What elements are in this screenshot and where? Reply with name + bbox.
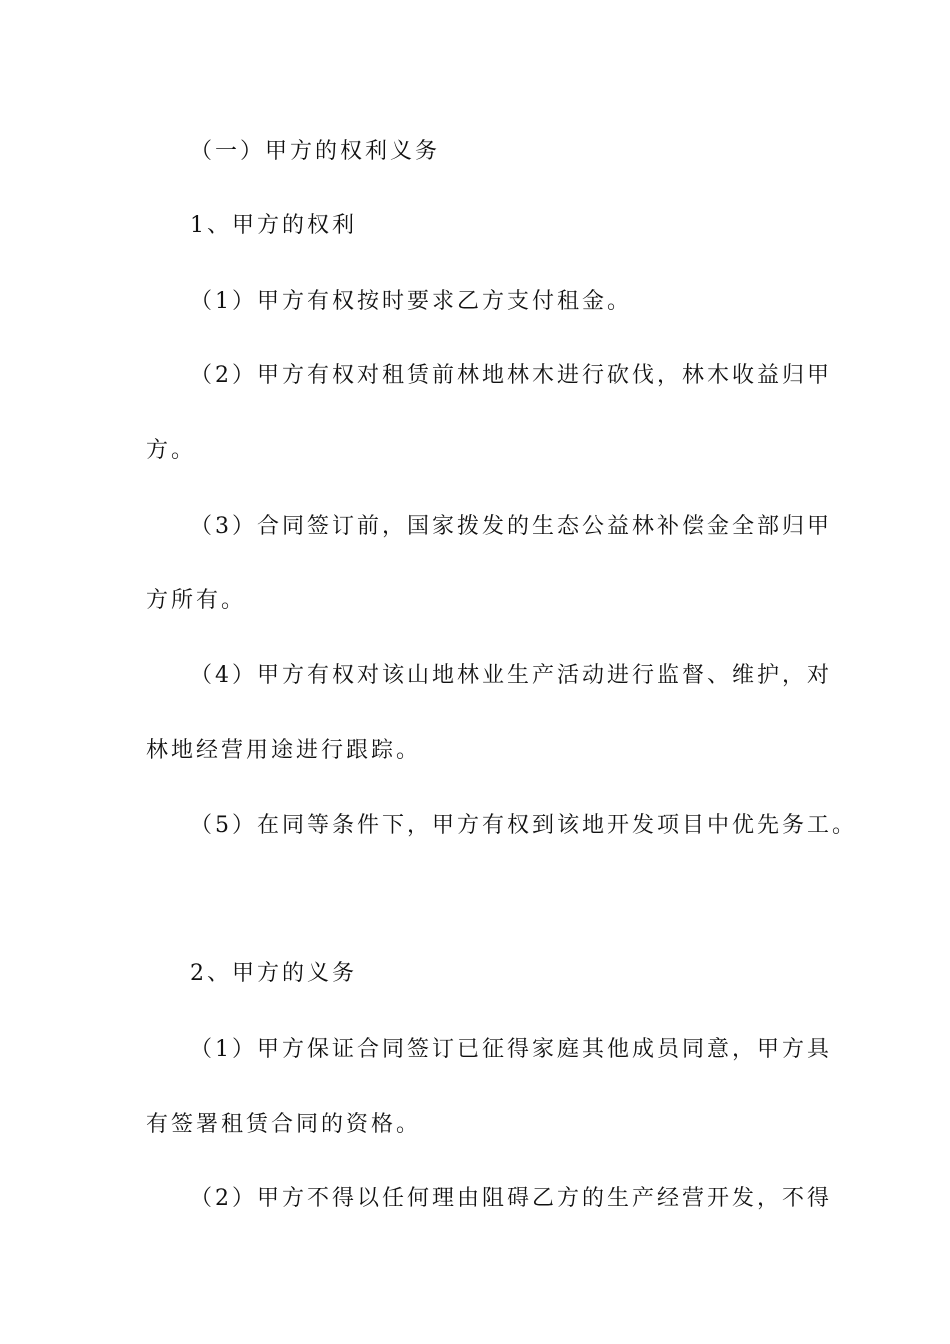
section-title: （一）甲方的权利义务 [190,139,441,164]
obligations-item-1-line-2: 有签署租赁合同的资格。 [146,1112,422,1137]
obligations-item-2-line-1: （2）甲方不得以任何理由阻碍乙方的生产经营开发，不得 [190,1186,832,1211]
subsection-title-obligations: 2、甲方的义务 [190,961,357,986]
rights-item-2-line-2: 方。 [146,438,197,463]
rights-item-4-line-1: （4）甲方有权对该山地林业生产活动进行监督、维护，对 [190,663,832,688]
subsection-title-rights: 1、甲方的权利 [190,213,357,238]
obligations-item-1-line-1: （1）甲方保证合同签订已征得家庭其他成员同意，甲方具 [190,1037,832,1062]
rights-item-2-line-1: （2）甲方有权对租赁前林地林木进行砍伐，林木收益归甲 [190,363,832,388]
rights-item-1: （1）甲方有权按时要求乙方支付租金。 [190,289,632,314]
rights-item-3-line-2: 方所有。 [146,588,247,613]
rights-item-5: （5）在同等条件下，甲方有权到该地开发项目中优先务工。 [190,813,857,838]
rights-item-4-line-2: 林地经营用途进行跟踪。 [146,738,422,763]
rights-item-3-line-1: （3）合同签订前，国家拨发的生态公益林补偿金全部归甲 [190,514,832,539]
